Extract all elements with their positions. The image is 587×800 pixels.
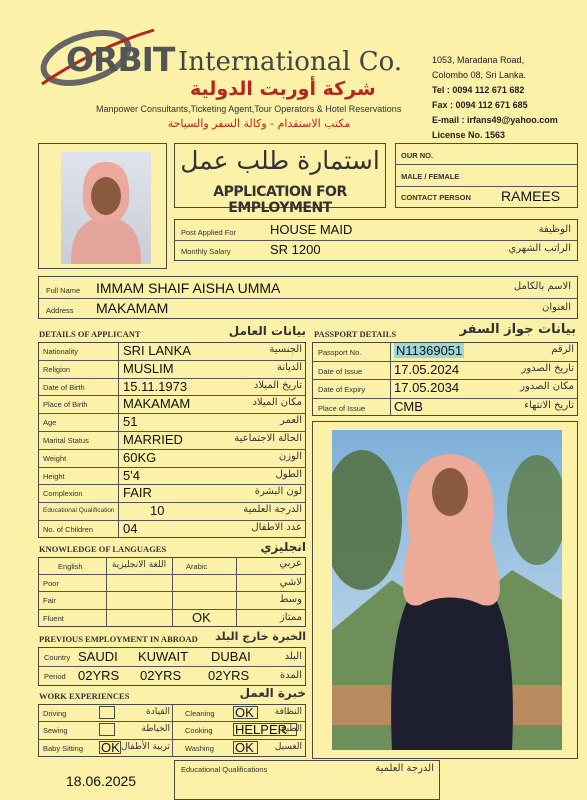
country-ar: البلد bbox=[284, 651, 302, 662]
telephone: Tel : 0094 112 671 682 bbox=[432, 85, 525, 95]
lang-arabic-header: Arabic bbox=[186, 562, 208, 571]
company-contact-block bbox=[432, 53, 558, 143]
passport-section-ar: بيانات جواز السفر bbox=[459, 322, 576, 337]
lang-english-header-ar: اللغة الانجليزية bbox=[111, 560, 167, 570]
form-date: 18.06.2025 bbox=[66, 773, 137, 789]
driving-ar: القيادة bbox=[146, 707, 170, 717]
applicant-section-title: DETAILS OF APPLICANT bbox=[39, 329, 141, 339]
place-of-issue-ar: تاريخ الانتهاء bbox=[524, 399, 574, 411]
lang-fluent-label: Fluent bbox=[43, 614, 64, 623]
company-arabic-name: شركة أوربت الدولية bbox=[190, 78, 376, 100]
date-of-issue-label: Date of Issue bbox=[318, 366, 363, 376]
weight-ar: الوزن bbox=[278, 450, 302, 462]
baby-sitting-value: OK bbox=[101, 740, 120, 755]
nationality-label: Nationality bbox=[43, 347, 79, 356]
full-name-value: IMMAM SHAIF AISHA UMMA bbox=[96, 280, 281, 296]
monthly-salary-label: Monthly Salary bbox=[181, 247, 231, 256]
complexion-ar: لون البشرة bbox=[254, 486, 302, 498]
post-applied-label: Post Applied For bbox=[181, 228, 237, 237]
cleaning-label: Cleaning bbox=[185, 709, 215, 718]
period-ar: المدة bbox=[279, 670, 302, 681]
religion-ar: الديانة bbox=[276, 361, 302, 373]
marital-status-label: Marital Status bbox=[43, 436, 89, 445]
washing-label: Washing bbox=[185, 744, 214, 753]
full-name-ar: الاسم بالكامل bbox=[513, 281, 571, 292]
languages-section-title: KNOWLEDGE OF LANGUAGES bbox=[39, 544, 167, 554]
period-2: 02YRS bbox=[140, 668, 182, 683]
post-applied-value: HOUSE MAID bbox=[270, 222, 353, 237]
washing-value: OK bbox=[235, 740, 254, 755]
passport-section-title: PASSPORT DETAILS bbox=[314, 329, 397, 339]
title-english: APPLICATION FOR EMPLOYMENT bbox=[213, 184, 347, 216]
age-label: Age bbox=[43, 418, 57, 428]
cooking-label: Cooking bbox=[185, 726, 213, 735]
height-value: 5'4 bbox=[123, 467, 140, 483]
email: E-mail : irfans49@yahoo.com bbox=[432, 115, 558, 125]
baby-sitting-label: Baby Sitting bbox=[43, 744, 84, 753]
age-ar: العمر bbox=[280, 415, 302, 427]
lang-poor-ar: لاشي bbox=[279, 577, 302, 588]
address-line-2: Colombo 08, Sri Lanka. bbox=[432, 70, 527, 80]
lang-fluent-arabic-value: OK bbox=[192, 610, 211, 625]
work-experience-ar: خبرة العمل bbox=[239, 686, 306, 700]
date-of-issue-value: 17.05.2024 bbox=[394, 361, 460, 377]
title-arabic: استمارة طلب عمل bbox=[180, 146, 380, 175]
date-of-birth-ar: تاريخ الميلاد bbox=[253, 379, 302, 391]
place-of-birth-value: MAKAMAM bbox=[123, 396, 191, 412]
marital-status-value: MARRIED bbox=[123, 432, 183, 447]
address-line-1: 1053, Maradana Road, bbox=[432, 55, 525, 65]
no-of-children-value: 04 bbox=[123, 521, 138, 536]
no-of-children-ar: عدد الاطفال bbox=[251, 522, 302, 533]
period-3: 02YRS bbox=[208, 668, 250, 683]
contact-person-value: RAMEES bbox=[501, 188, 561, 204]
work-experience-title: WORK EXPERIENCES bbox=[39, 691, 130, 701]
full-name-label: Full Name bbox=[46, 286, 81, 295]
applicant-section-ar: بيانات العامل bbox=[228, 324, 306, 338]
lang-english-header: English bbox=[58, 562, 83, 571]
date-of-expiry-ar: مكان الصدور bbox=[520, 381, 574, 392]
lang-poor-label: Poor bbox=[43, 579, 59, 588]
educational-qualification-value: 10 bbox=[150, 503, 165, 519]
place-of-issue-value: CMB bbox=[394, 398, 423, 414]
our-no-label: OUR NO. bbox=[401, 151, 434, 160]
previous-employment-title: PREVIOUS EMPLOYMENT IN ABROAD bbox=[39, 634, 198, 644]
country-2: KUWAIT bbox=[138, 649, 189, 664]
cleaning-ar: النظافة bbox=[274, 707, 302, 717]
place-of-birth-label: Place of Birth bbox=[43, 400, 88, 410]
educational-qualifications-ar: الدرجة العلمية bbox=[375, 763, 434, 774]
previous-employment-ar: الخبرة خارج البلد bbox=[215, 630, 306, 643]
logo-prefix: ORBIT bbox=[66, 40, 175, 79]
monthly-salary-ar: الراتب الشهري bbox=[508, 243, 571, 254]
company-services-en: Manpower Consultants,Ticketing Agent,Tour Operators & Hotel Reservations bbox=[96, 104, 402, 114]
weight-label: Weight bbox=[43, 453, 67, 463]
nationality-value: SRI LANKA bbox=[123, 343, 191, 358]
date-of-expiry-label: Date of Expiry bbox=[318, 385, 366, 394]
height-ar: الطول bbox=[275, 468, 302, 480]
contact-person-label: CONTACT PERSON bbox=[401, 193, 471, 202]
lang-fair-ar: وسط bbox=[279, 594, 302, 605]
address-ar: العنوان bbox=[542, 302, 571, 313]
period-label: Period bbox=[44, 672, 66, 681]
passport-no-ar: الرقم bbox=[551, 344, 574, 355]
baby-sitting-ar: تربية الأطفال bbox=[120, 742, 170, 752]
educational-qualification-ar: الدرجة العلمية bbox=[243, 504, 302, 516]
sewing-checkbox bbox=[99, 723, 115, 736]
lang-arabic-header-ar: عربي bbox=[279, 558, 302, 569]
gender-label: MALE / FEMALE bbox=[401, 172, 460, 181]
date-of-birth-label: Date of Birth bbox=[43, 382, 85, 392]
height-label: Height bbox=[43, 471, 65, 481]
passport-no-label: Passport No. bbox=[318, 348, 362, 357]
washing-ar: الغسيل bbox=[274, 742, 302, 752]
age-value: 51 bbox=[123, 414, 138, 430]
cooking-value: HELPER bbox=[235, 722, 288, 737]
educational-qualification-label: Educational Qualification bbox=[43, 507, 115, 515]
country-label: Country bbox=[44, 653, 71, 662]
lang-fair-label: Fair bbox=[43, 596, 56, 605]
address-value: MAKAMAM bbox=[96, 300, 169, 316]
lang-fluent-ar: ممتاز bbox=[279, 612, 302, 623]
date-of-birth-value: 15.11.1973 bbox=[123, 378, 188, 394]
applicant-portrait-photo bbox=[61, 152, 151, 264]
complexion-label: Complexion bbox=[43, 489, 83, 499]
applicant-full-body-photo bbox=[332, 430, 562, 750]
country-3: DUBAI bbox=[211, 649, 251, 664]
weight-value: 60KG bbox=[123, 449, 157, 465]
driving-checkbox bbox=[99, 706, 115, 719]
passport-no-value: N11369051 bbox=[396, 343, 463, 358]
place-of-issue-label: Place of Issue bbox=[318, 403, 366, 413]
monthly-salary-value: SR 1200 bbox=[270, 242, 321, 257]
cooking-ar: الطبخ bbox=[280, 724, 302, 734]
date-of-issue-ar: تاريخ الصدور bbox=[521, 362, 574, 374]
country-1: SAUDI bbox=[78, 649, 118, 664]
period-1: 02YRS bbox=[78, 668, 120, 683]
sewing-ar: الخياطة bbox=[141, 724, 170, 734]
no-of-children-label: No. of Children bbox=[43, 525, 94, 534]
nationality-ar: الجنسية bbox=[269, 344, 302, 355]
place-of-birth-ar: مكان الميلاد bbox=[252, 397, 302, 409]
address-label: Address bbox=[46, 306, 74, 315]
post-applied-ar: الوظيفة bbox=[538, 224, 571, 235]
date-of-expiry-value: 17.05.2034 bbox=[394, 380, 460, 395]
educational-qualifications-label: Educational Qualifications bbox=[181, 765, 268, 774]
languages-section-ar: انجليزي bbox=[260, 540, 306, 554]
sewing-label: Sewing bbox=[43, 726, 68, 735]
religion-label: Religion bbox=[43, 364, 71, 374]
marital-status-ar: الحالة الاجتماعية bbox=[234, 433, 302, 444]
company-services-ar: مكتب الاستقدام - وكالة السفر والسياحة bbox=[167, 117, 351, 130]
fax: Fax : 0094 112 671 685 bbox=[432, 100, 528, 110]
cleaning-value: OK bbox=[235, 705, 254, 720]
license-number: License No. 1563 bbox=[432, 130, 506, 140]
logo-suffix: International Co. bbox=[178, 47, 403, 77]
driving-label: Driving bbox=[43, 709, 67, 718]
complexion-value: FAIR bbox=[123, 485, 152, 501]
religion-value: MUSLIM bbox=[123, 360, 174, 376]
